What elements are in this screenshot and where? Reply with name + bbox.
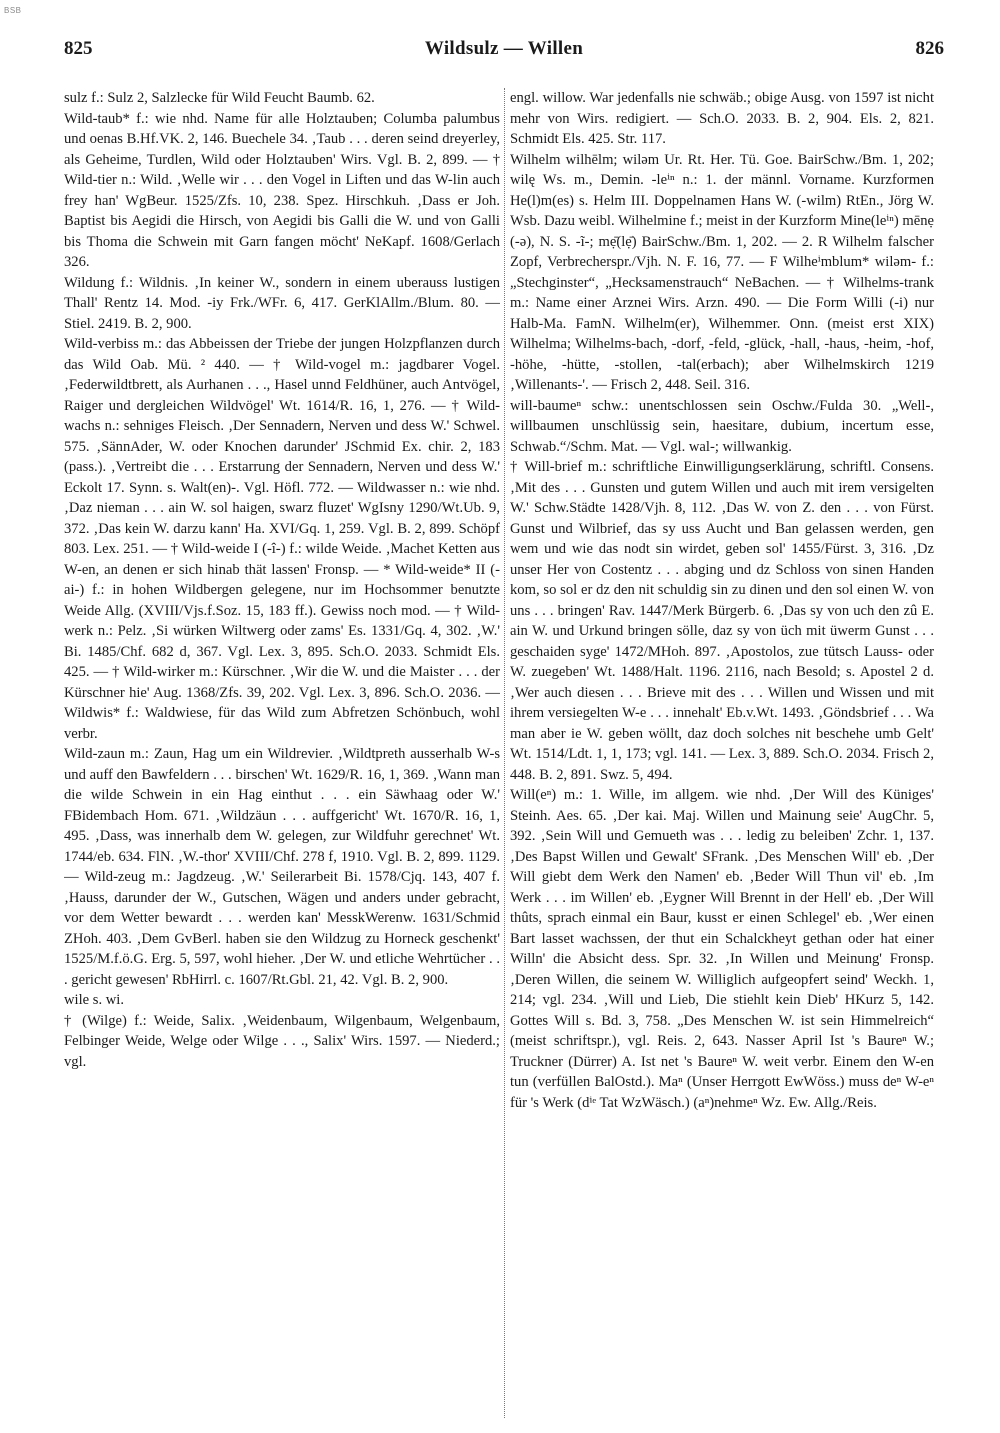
entry: Will(eⁿ) m.: 1. Wille, im allgem. wie nhd. ‚Der Will des Küniges' Steinh. Aes. 65. ‚Der kai. Maj. Willen und Mainung seie' AugChr. 5, 392. ‚Sein Will und Gemueth was . . . ledig zu beleiben' Zchr. 1, 137. ‚Des Bapst Willen und Gewalt' SFrank. ‚Des Menschen Will' eb. ‚Der Will giebt dem Werk den Namen' eb. ‚Beder Will Thun vil' eb. ‚Im Werk . . . im Willen' eb. ‚Eygner Will Brennt in der Hell' eb. ‚Der Will thûts, sprach einmal ein Baur, kusst er einen Schlegel' eb. ‚Wer einen Bart lasset wachssen, der thut ein Schalckheyt gethan oder hat einer Willn' die Absicht dess. Spr. 32. ‚In Willen und Meinung' Fronsp. ‚Deren Willen, die seinem W. Williglich aufgeopfert seind' Weckh. 1, 214; vgl. 234. ‚Will und Lieb, Die stiehlt kein Dieb' HKurz 5, 142. Gottes Will s. Bd. 3, 758. „Des Menschen W. ist sein Himmelreich“ (meist schriftspr.), vgl. Reis. 2, 643. Nasser April Ist 's Baureⁿ W.; Truckner (Dürrer) A. Ist net 's Baureⁿ W. weit verbr. Einem den W-en tun (verfüllen BalOstd.). Maⁿ (Unser Herrgott EwWöss.) muss deⁿ W-eⁿ für 's Werk (dⁱᵉ Tat WzWäsch.) (aⁿ)nehmeⁿ Wz. Ew. Allg./Reis.: [510, 787, 934, 1111]
entry: † Will-brief m.: schriftliche Einwilligungserklärung, schriftl. Consens. ‚Mit des . . . Gunsten und gutem Willen und auch mit irem versigelten W.' Schw.Städte 1428/Vjh. 8, 112. ‚Das W. von Z. den . . . von Fürst. Gunst und Wilbrief, das sy uss Aucht und Ban gelassen werden, gen wem und wie das nodt sin wirdet, geben sol' 1455/Fürst. 3, 316. ‚Dz unser Her von Costentz . . . abging und dz Schloss von sinen Handen kom, so sol er dz den nit schuldig sin zu dinen und den sol einen W. von uns . . . bringen' Rav. 1447/Merk Bürgerb. 6. ‚Das sy von uch den zû E. ain W. und Urkund bringen sölle, daz sy von üch mit üwerm Gunst . . . geschaiden syge' 1472/MHoh. 897. ‚Apostolos, zue tütsch Lauss- oder W. zuegeben' Wt. 1488/Halt. 1196. 2116, nach Besold; s. Apostel 2 d. ‚Wer auch diesen . . . Brieve mit des . . . Willen und Wissen und mit ihrem versiegelten W-e . . . innehalt' Eb.v.Wt. 1493. ‚Göndsbrief . . . Wa man aber ie W. geben wöllt, daz doch solches nit beschehe umb Gelt' Wt. 1514/Ldt. 1, 1, 173; vgl. 141. — Lex. 3, 889. Sch.O. 2034. Frisch 2, 448. B. 2, 891. Swz. 5, 494.: [510, 459, 934, 783]
entry: will-baumeⁿ schw.: unentschlossen sein Oschw./Fulda 30. „Well-, willbaumen unschlüssig sein, haesitare, dubium, incertum esse, Schwab.“/Schm. Mat. — Vgl. wal-; willwankig.: [510, 397, 934, 455]
entry: † (Wilge) f.: Weide, Salix. ‚Weidenbaum, Wilgenbaum, Welgenbaum, Felbinger Weide, Welge oder Wilge . . ., Salix' Wirs. 1597. — Niederd.; vgl.: [64, 1012, 500, 1070]
page-number-right: 826: [915, 38, 944, 59]
entry: engl. willow. War jedenfalls nie schwäb.; obige Ausg. von 1597 ist nicht mehr von Wirs. redigiert. — Sch.O. 2033. B. 2, 904. Els. 2, 821. Schmidt Els. 425. Str. 117.: [510, 90, 934, 147]
entry: Wild-zaun m.: Zaun, Hag um ein Wildrevier. ‚Wildtpreth ausserhalb W-s und auff den Bawfeldern . . . birschen' Wt. 1629/R. 16, 1, 369. ‚Wann man die wilde Schwein in ein Hag einthut . . . ein Säwhaag oder W.' FBidembach Hom. 671. ‚Wildzäun . . . auffgericht' Wt. 1670/R. 16, 1, 495. ‚Dass, was innerhalb dem W. gelegen, zur Wildfuhr gerechnet' Wt. 1744/eb. 634. FlN. ‚W.-thor' XVIII/Chf. 278 f, 1910. Vgl. B. 2, 899. 1129. — Wild-zeug m.: Jagdzeug. ‚W.' Seilerarbeit Bi. 1578/Cjq. 143, 407 f. ‚Hauss, darunder der W., Gutschen, Wägen und anders under gebracht, vor dem Wetter bewardt . . . werden kan' MesskWerenw. 1631/Schmid ZHoh. 403. ‚Dem GvBerl. haben sie den Wildzug zu Horneck geschenkt' 1525/M.f.ö.G. Erg. 5, 597, wohl hieher. ‚Der W. und etliche Wehrtücher . . . gericht gewesen' RbHirrl. c. 1607/Rt.Gbl. 21, 42. Vgl. B. 2, 900.: [64, 746, 500, 988]
column-divider: [504, 88, 506, 1418]
page-header: [64, 38, 944, 68]
running-title: Wildsulz — Willen: [424, 38, 584, 59]
page-number-left: 825: [64, 38, 93, 59]
entry: Wilhelm wilhēlm; wiləm Ur. Rt. Her. Tü. Goe. BairSchw./Bm. 1, 202; wilę Ws. m., Demin. -leⁱⁿ n.: 1. der männl. Vorname. Kurzformen He(l)m(es) s. Helm III. Doppelnamen Hans W. (-wilm) RtEn., Jörg W. Wsb. Dazu weibl. Wilhelmine f.; meist in der Kurzform Mine(leⁱⁿ) mēnẹ (-ə), N. S. -ĩ-; mẹ̄(lẹ̄) BairSchw./Bm. 1, 202. — 2. R Wilhelm falscher Zopf, Verbrecherspr./Vjh. N. F. 16, 77. — F Wilheⁱmblum* wiləm- f.: „Stechginster“, „Hecksamenstrauch“ NeBachen. — † Wilhelms-trank m.: Name einer Arznei Wirs. Arzn. 490. — Die Form Willi (-i) nur Halb-Ma. FamN. Wilhelm(er), Wilhemmer. Onn. (meist erst XIX) Wilhelma; Wilhelms-bach, -dorf, -feld, -glück, -hall, -haus, -heim, -hof, -höhe, -hütte, -stollen, -tal(erbach); aber Wilhelmskirch 1219 ‚Willenants-'. — Frisch 2, 448. Seil. 316.: [510, 151, 934, 393]
entry: Wildung f.: Wildnis. ‚In keiner W., sondern in einem uberauss lustigen Thall' Rentz 14. Mod. -iy Frk./WFr. 6, 417. GerKlAllm./Blum. 80. — Stiel. 2419. B. 2, 900.: [64, 274, 500, 332]
right-column: [510, 88, 934, 1418]
entry: Wild-taub* f.: wie nhd. Name für alle Holztauben; Columba palumbus und oenas B.Hf.VK. 2, 146. Buechele 34. ‚Taub . . . deren seind dreyerley, als Geheime, Turdlen, Wild oder Holztauben' Wirs. Vgl. B. 2, 899. — † Wild-tier n.: Wild. ‚Welle wir . . . den Vogel in Liften und das W-lin auch frey han' WgBeur. 1525/Zfs. 10, 238. Spez. Hirschkuh. ‚Dass er Joh. Baptist bis Aegidi die Hirsch, von Aegidi bis Galli die W. und von Galli bis Thoma die Schwein mit Garn fangen möcht' NeKapf. 1608/Gerlach 326.: [64, 110, 500, 270]
entry: wile s. wi.: [64, 992, 124, 1008]
entry: sulz f.: Sulz 2, Salzlecke für Wild Feucht Baumb. 62.: [64, 90, 375, 106]
entry: Wild-verbiss m.: das Abbeissen der Triebe der jungen Holzpflanzen durch das Wild Oab. Mü. ² 440. — † Wild-vogel m.: jagdbarer Vogel. ‚Federwildtbrett, als Aurhanen . . ., Hasel unnd Feldhüner, auch Antvögel, Raiger und dergleichen Wildvögel' Wt. 1614/R. 16, 1, 276. — † Wild-wachs n.: sehniges Fleisch. ‚Der Sennadern, Nerven und dess W.' Schwel. 575. ‚SännAder, W. oder Knochen darunder' JSchmid Ex. chir. 2, 183 (pass.). ‚Vertreibt die . . . Erstarrung der Sennadern, Nerven und dess W.' Eckolt 17. Synn. s. Walt(en)-. Vgl. Höfl. 772. — Wildwasser n.: wie nhd. ‚Daz nieman . . . ain W. sol haigen, swarz fluzet' WgIsny 1290/Wt.Ub. 9, 372. ‚Das kein W. darzu kann' Ha. XVI/Gq. 1, 259. Vgl. B. 2, 899. Schöpf 803. Lex. 251. — † Wild-weide I (-î-) f.: wilde Weide. ‚Machet Ketten aus W-en, an denen er sich hinab thät lassen' Fronsp. — * Wild-weide* II (-ai-) f.: in hohen Wildbergen gelegene, nur im Hochsommer benutzte Weide Allg. (XVIII/Vjs.f.Soz. 15, 183 ff.). Gewiss noch mod. — † Wild-werk n.: Pelz. ‚Si würken Wiltwerg oder zams' Es. 1331/Gq. 4, 302. ‚W.' Bi. 1485/Chf. 682 d, 367. Vgl. Lex. 3, 895. Sch.O. 2033. Schmidt Els. 425. — † Wild-wirker m.: Kürschner. ‚Wir die W. und die Maister . . . der Kürschner hie' Aug. 1368/Zfs. 39, 202. Vgl. Lex. 3, 896. Sch.O. 2036. — Wildwis* f.: Waldwiese, für das Wild zum Abfretzen Schönbuch, wohl verbr.: [64, 336, 500, 742]
left-column: [64, 88, 500, 1418]
watermark: BSB: [4, 6, 22, 15]
